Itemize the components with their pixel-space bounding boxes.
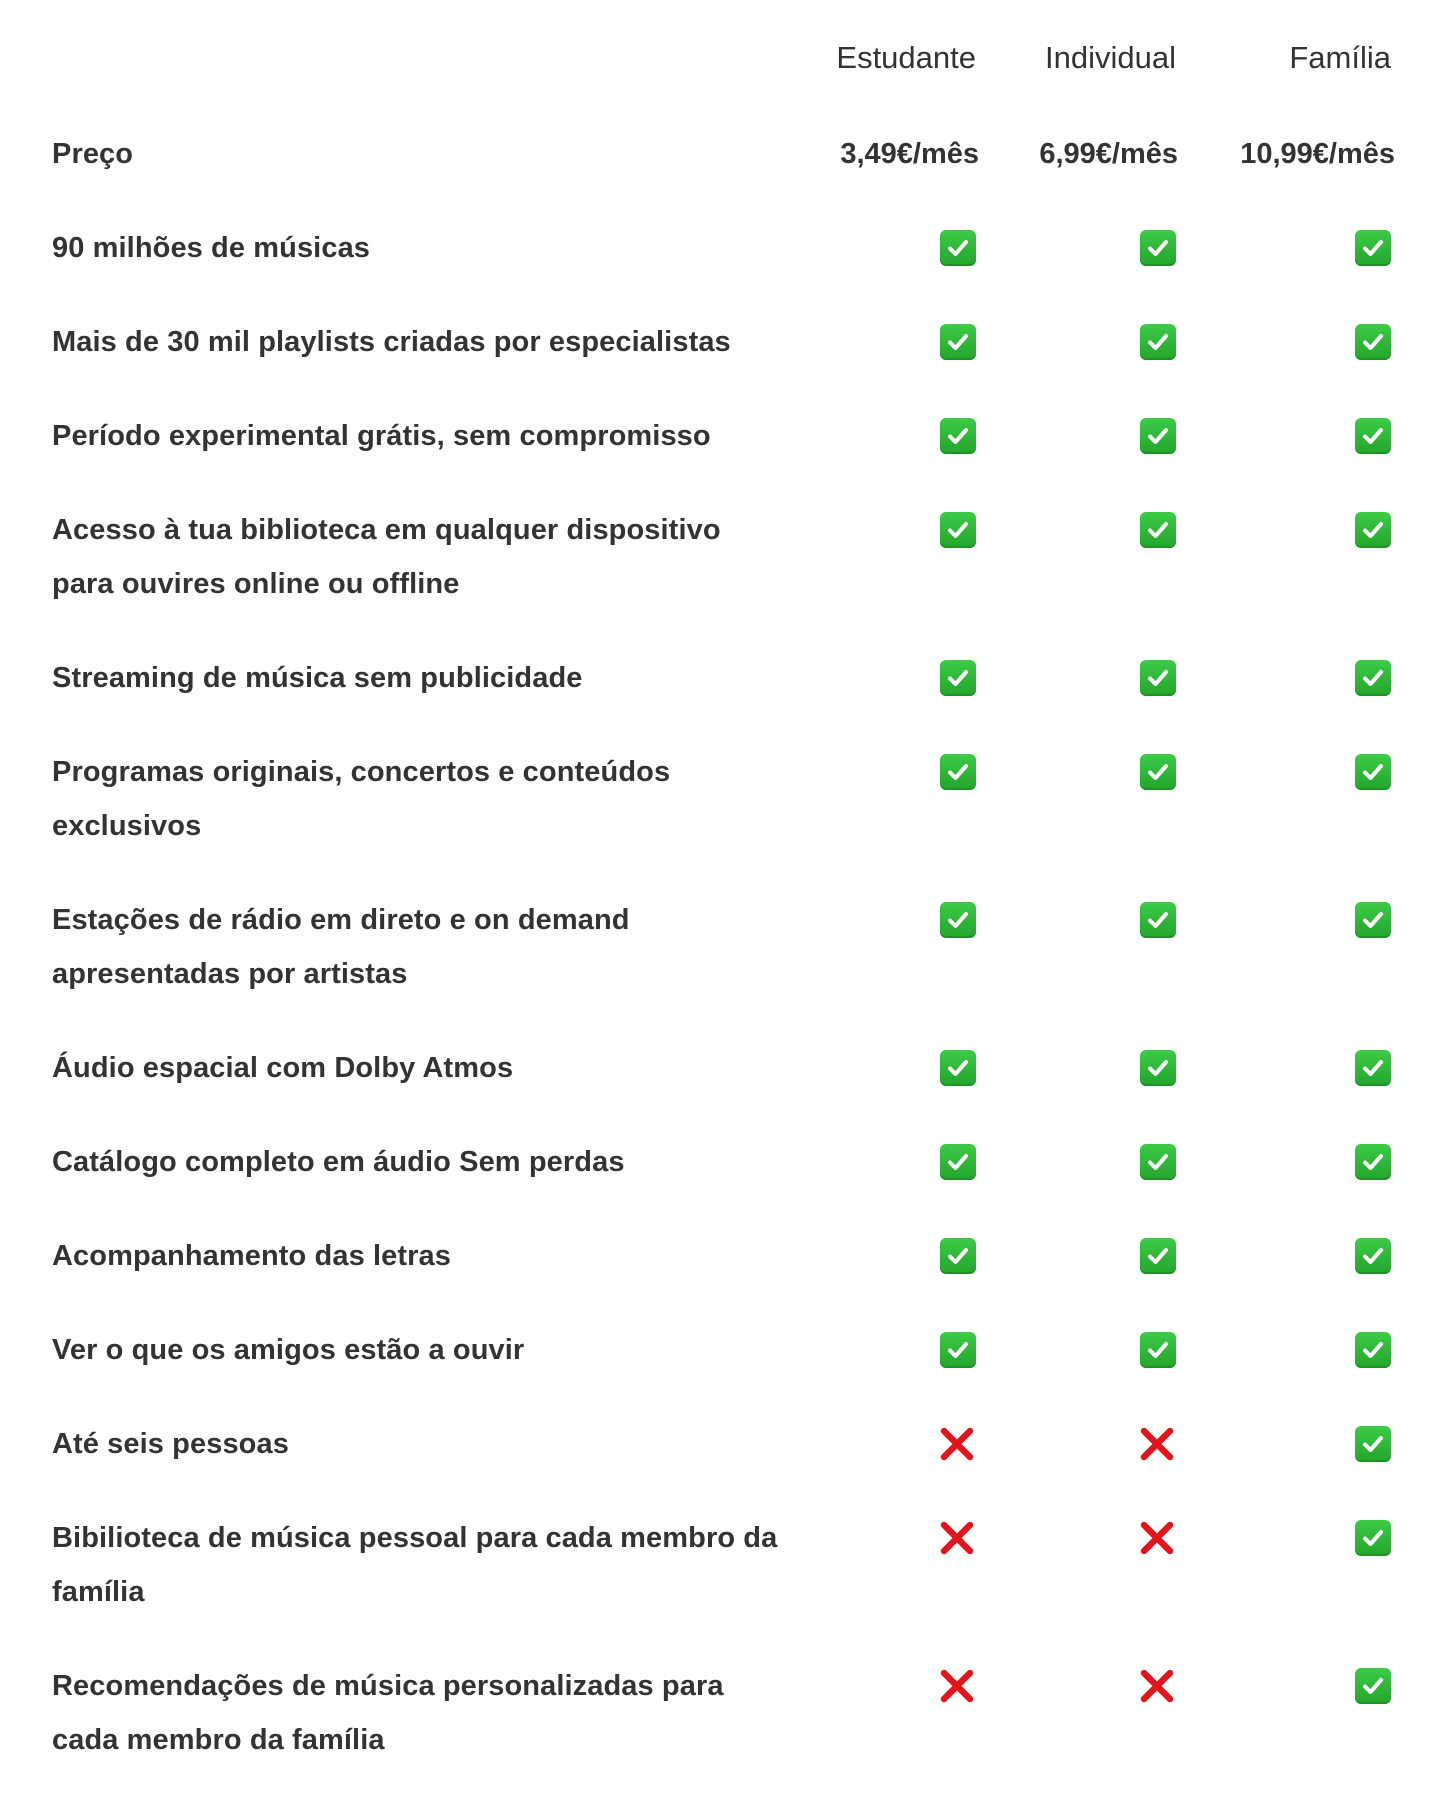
feature-cell-estudante [938,1417,976,1471]
check-mark-button-icon [940,512,976,548]
feature-cell-estudante [940,651,976,705]
feature-cell-individual [1140,745,1176,799]
plan-header-individual: Individual [1045,40,1176,75]
feature-cell-familia [1355,409,1391,463]
price-familia: 10,99€/mês [1240,138,1395,170]
feature-label: Acesso à tua biblioteca em qualquer dispositivo para ouvires online ou offline [52,514,721,600]
feature-row [0,503,1454,611]
check-mark-button-icon [1140,1050,1176,1086]
check-mark-button-icon [940,1332,976,1368]
price-estudante: 3,49€/mês [840,138,979,170]
feature-cell-estudante [940,315,976,369]
cross-mark-icon [1138,1667,1176,1705]
feature-cell-estudante [940,409,976,463]
check-mark-button-icon [1355,1332,1391,1368]
check-mark-button-icon [940,902,976,938]
check-mark-button-icon [940,1050,976,1086]
feature-cell-familia [1355,315,1391,369]
check-mark-button-icon [1140,1144,1176,1180]
plan-header-familia: Família [1289,40,1391,75]
feature-cell-individual [1140,1323,1176,1377]
feature-cell-familia [1355,1659,1391,1713]
feature-label: Mais de 30 mil playlists criadas por especialistas [52,326,731,358]
check-mark-button-icon [1140,754,1176,790]
feature-row [0,1323,1454,1377]
check-mark-button-icon [1140,512,1176,548]
check-mark-button-icon [1355,1668,1391,1704]
check-mark-button-icon [1355,1520,1391,1556]
feature-cell-individual [1140,1229,1176,1283]
feature-cell-estudante [940,1135,976,1189]
feature-cell-individual [1140,503,1176,557]
feature-label: Recomendações de música personalizadas para cada membro da família [52,1670,724,1756]
feature-cell-familia [1355,1229,1391,1283]
feature-label: Acompanhamento das letras [52,1240,451,1272]
price-row [0,127,1454,181]
feature-label: Streaming de música sem publicidade [52,662,583,694]
feature-row [0,1511,1454,1619]
feature-cell-estudante [940,1229,976,1283]
feature-cell-individual [1138,1659,1176,1713]
check-mark-button-icon [1355,902,1391,938]
check-mark-button-icon [1355,230,1391,266]
feature-cell-individual [1140,651,1176,705]
feature-cell-individual [1138,1417,1176,1471]
feature-cell-familia [1355,651,1391,705]
feature-cell-familia [1355,1323,1391,1377]
check-mark-button-icon [1355,1238,1391,1274]
feature-row [0,651,1454,705]
feature-cell-individual [1140,1135,1176,1189]
cross-mark-icon [938,1425,976,1463]
cross-mark-icon [1138,1519,1176,1557]
feature-label: Programas originais, concertos e conteúdos exclusivos [52,756,671,842]
check-mark-button-icon [1355,1144,1391,1180]
feature-label: Ver o que os amigos estão a ouvir [52,1334,525,1366]
feature-cell-individual [1140,221,1176,275]
feature-cell-familia [1355,221,1391,275]
feature-cell-familia [1355,1041,1391,1095]
feature-cell-familia [1355,503,1391,557]
check-mark-button-icon [1355,1426,1391,1462]
feature-cell-estudante [940,893,976,947]
check-mark-button-icon [940,324,976,360]
feature-cell-familia [1355,1135,1391,1189]
check-mark-button-icon [1140,418,1176,454]
feature-cell-estudante [938,1511,976,1565]
feature-cell-familia [1355,745,1391,799]
feature-row [0,315,1454,369]
check-mark-button-icon [940,660,976,696]
check-mark-button-icon [1140,1238,1176,1274]
check-mark-button-icon [1355,418,1391,454]
feature-row [0,409,1454,463]
check-mark-button-icon [1140,324,1176,360]
check-mark-button-icon [1355,660,1391,696]
feature-cell-estudante [940,1323,976,1377]
feature-label: Estações de rádio em direto e on demand apresentadas por artistas [52,904,630,990]
feature-cell-familia [1355,1417,1391,1471]
feature-label: Áudio espacial com Dolby Atmos [52,1052,514,1084]
check-mark-button-icon [1140,1332,1176,1368]
cross-mark-icon [938,1667,976,1705]
feature-row [0,1229,1454,1283]
feature-row [0,1041,1454,1095]
feature-cell-familia [1355,893,1391,947]
check-mark-button-icon [1355,324,1391,360]
check-mark-button-icon [1355,512,1391,548]
feature-cell-estudante [940,745,976,799]
check-mark-button-icon [1355,754,1391,790]
feature-row [0,893,1454,1001]
feature-row [0,1417,1454,1471]
plan-header-estudante: Estudante [836,40,976,75]
feature-cell-familia [1355,1511,1391,1565]
feature-row [0,1659,1454,1767]
feature-row [0,221,1454,275]
feature-cell-individual [1138,1511,1176,1565]
feature-cell-estudante [940,503,976,557]
feature-label: Até seis pessoas [52,1428,289,1460]
feature-row [0,745,1454,853]
check-mark-button-icon [940,754,976,790]
check-mark-button-icon [940,1238,976,1274]
check-mark-button-icon [1140,660,1176,696]
check-mark-button-icon [1355,1050,1391,1086]
check-mark-button-icon [1140,230,1176,266]
price-individual: 6,99€/mês [1039,138,1178,170]
check-mark-button-icon [940,230,976,266]
feature-label: Período experimental grátis, sem compromisso [52,420,711,452]
feature-row [0,1135,1454,1189]
feature-cell-estudante [940,221,976,275]
feature-cell-estudante [940,1041,976,1095]
feature-label: 90 milhões de músicas [52,232,371,264]
feature-cell-individual [1140,1041,1176,1095]
feature-cell-estudante [938,1659,976,1713]
check-mark-button-icon [940,418,976,454]
feature-cell-individual [1140,315,1176,369]
feature-label: Bibilioteca de música pessoal para cada membro da família [52,1522,778,1608]
cross-mark-icon [938,1519,976,1557]
table-header-row [0,31,1454,85]
check-mark-button-icon [1140,902,1176,938]
cross-mark-icon [1138,1425,1176,1463]
feature-cell-individual [1140,893,1176,947]
feature-label: Catálogo completo em áudio Sem perdas [52,1146,625,1178]
price-row-label: Preço [52,138,134,170]
check-mark-button-icon [940,1144,976,1180]
feature-cell-individual [1140,409,1176,463]
